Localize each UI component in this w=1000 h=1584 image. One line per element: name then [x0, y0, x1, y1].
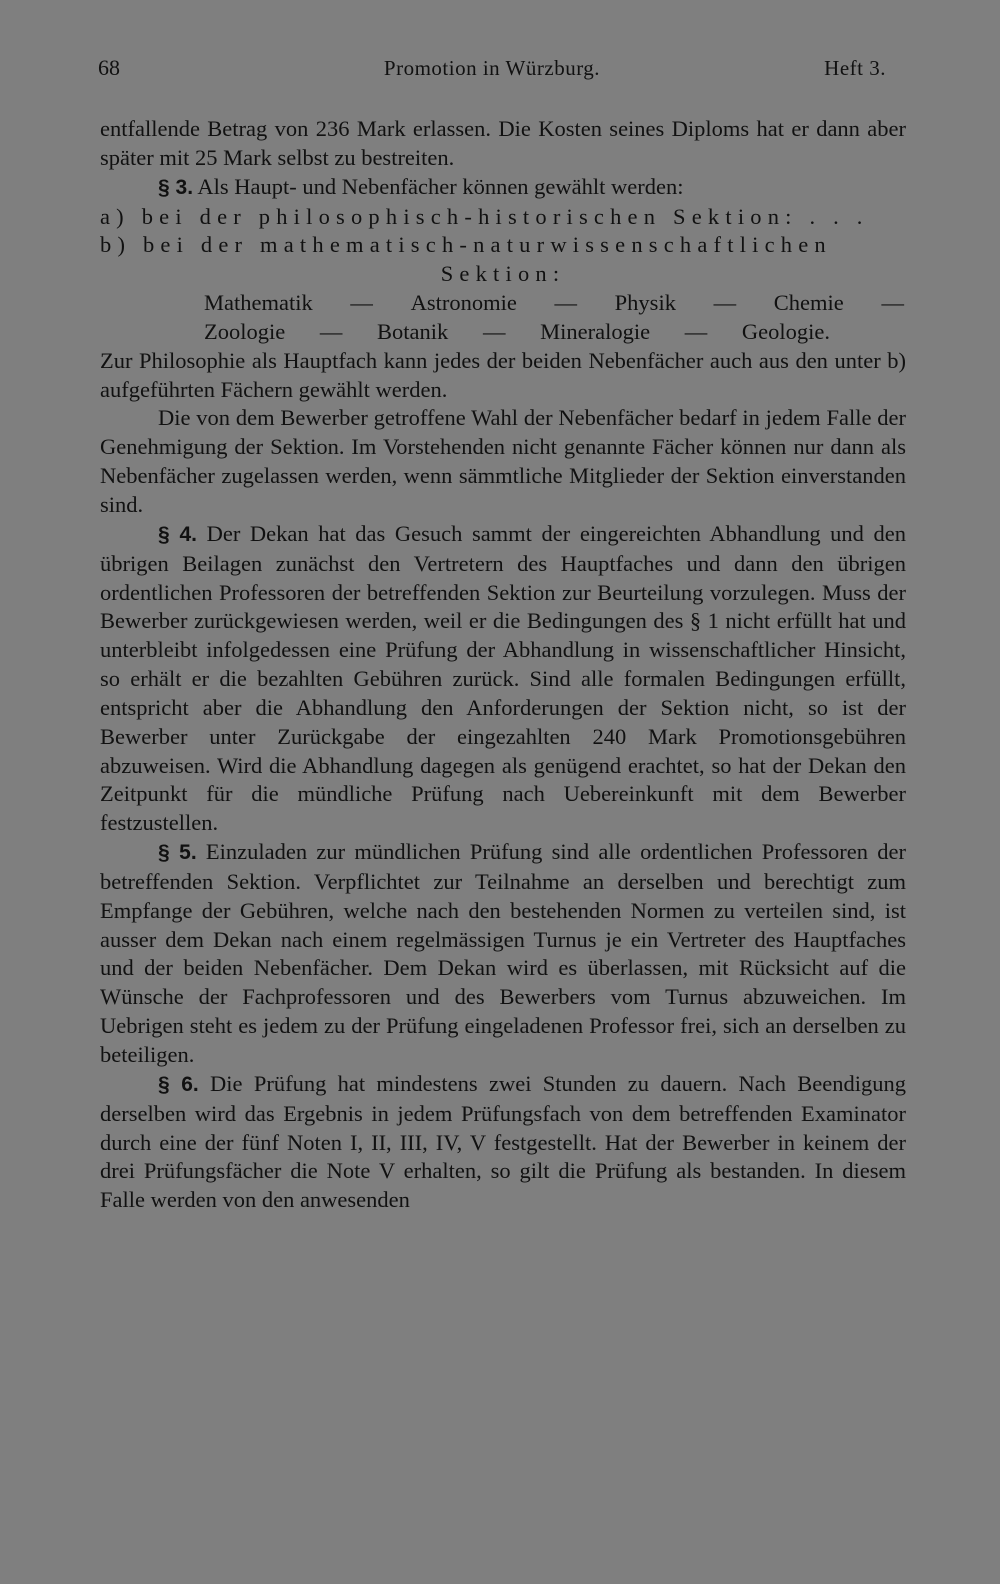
section-4: [100, 520, 906, 838]
section-6: [100, 1070, 906, 1215]
section-3-paragraph-3: Die von dem Bewerber getroffene Wahl der Nebenfächer bedarf in jedem Falle der Genehmigung der Sektion. Im Vorstehenden nicht genannte Fächer können nur dann als Nebenfächer zugelassen werden, wenn sämmtliche Mitglieder der Sektion einverstanden sind.: [100, 405, 906, 517]
running-header: [98, 52, 886, 84]
section-5: [100, 838, 906, 1070]
dash: —: [881, 290, 904, 316]
subject-zoologie: Zoologie: [204, 318, 286, 344]
subject-geologie: Geologie.: [741, 318, 830, 344]
dash: —: [482, 318, 506, 344]
dash: —: [713, 290, 737, 316]
running-title: Promotion in Würzburg.: [383, 56, 601, 80]
dash: —: [319, 318, 343, 344]
subjects-list: [100, 289, 906, 347]
section-3-intro: [100, 173, 906, 203]
dash: —: [684, 318, 708, 344]
section-5-text: Einzuladen zur mündlichen Prüfung sind alle ordentlichen Professoren der betreffenden Sektion. Verpflichtet zur Teilnahme an derselben und berechtigt zum Empfange der Gebühren, welche nach den bestehenden Normen zu verteilen sind, ist ausser dem Dekan nach einem regelmässigen Turnus je ein Vertreter des Hauptfaches und der beiden Nebenfächer. Dem Dekan wird es überlassen, mit Rücksicht auf die Wünsche der Fachprofessoren und des Bewerbers vom Turnus abzuweichen. Im Uebrigen steht es jedem zu der Prüfung eingeladenen Professor frei, sich an derselben zu beteiligen.: [100, 839, 907, 1067]
subjects-line-1: [204, 289, 904, 318]
list-item-a: a) bei der philosophisch-historischen Sektion: . . .: [100, 203, 869, 229]
section-3-text: Als Haupt- und Nebenfächer können gewählt werden:: [197, 173, 684, 199]
issue-label: Heft 3.: [824, 56, 886, 80]
section-5-label: § 5.: [158, 841, 197, 865]
paragraph-continuation: entfallende Betrag von 236 Mark erlassen. Die Kosten seines Diploms hat er dann aber später mit 25 Mark selbst zu bestreiten.: [100, 116, 906, 170]
dash: —: [554, 290, 577, 316]
section-3-label: § 3.: [158, 175, 194, 199]
list-item-b: b) bei der mathematisch-naturwissenschaftlichen: [100, 232, 832, 258]
subject-mineralogie: Mineralogie: [540, 318, 651, 344]
subject-chemie: Chemie: [773, 290, 844, 316]
section-4-text: Der Dekan hat das Gesuch sammt der eingereichten Abhandlung und den übrigen Beilagen zunächst den Vertretern des Hauptfaches und dann den übrigen ordentlichen Professoren der betreffenden Sektion zur Beurteilung vorzulegen. Muss der Bewerber zurückgewiesen werden, weil er die Bedingungen des § 1 nicht erfüllt hat und unterbleibt infolgedessen eine Prüfung der Abhandlung in wissenschaftlicher Hinsicht, so erhält er die bezahlten Gebühren zurück. Sind alle formalen Bedingungen erfüllt, entspricht aber die Abhandlung den Anforderungen der Sektion nicht, so ist der Bewerber unter Zurückgabe der eingezahlten 240 Mark Promotionsgebühren abzuweisen. Wird die Abhandlung dagegen als genügend erachtet, so hat der Dekan den Zeitpunkt für die mündliche Prüfung nach Uebereinkunft mit dem Bewerber festzustellen.: [100, 520, 907, 836]
body-text: [100, 115, 906, 1215]
subject-botanik: Botanik: [377, 318, 449, 344]
dash: —: [350, 290, 373, 316]
section-6-label: § 6.: [158, 1072, 199, 1096]
section-6-text: Die Prüfung hat mindestens zwei Stunden zu dauern. Nach Beendigung derselben wird das Ergebnis in jedem Prüfungsfach von dem betreffenden Examinator durch eine der fünf Noten I, II, III, IV, V festgestellt. Hat der Bewerber in keinem der drei Prüfungsfächer die Note V erhalten, so gilt die Prüfung als bestanden. In diesem Falle werden von den anwesenden: [100, 1070, 907, 1213]
subject-mathematik: Mathematik: [204, 290, 313, 316]
subject-physik: Physik: [614, 290, 676, 316]
section-4-label: § 4.: [158, 522, 197, 546]
page-number: 68: [98, 55, 120, 80]
subject-astronomie: Astronomie: [410, 290, 517, 316]
section-3-paragraph-2: Zur Philosophie als Hauptfach kann jedes der beiden Nebenfächer auch aus den unter b) aufgeführten Fächern gewählt werden.: [100, 347, 906, 402]
list-item-b-continuation: Sektion:: [440, 261, 566, 287]
subjects-line-2: [204, 318, 830, 347]
